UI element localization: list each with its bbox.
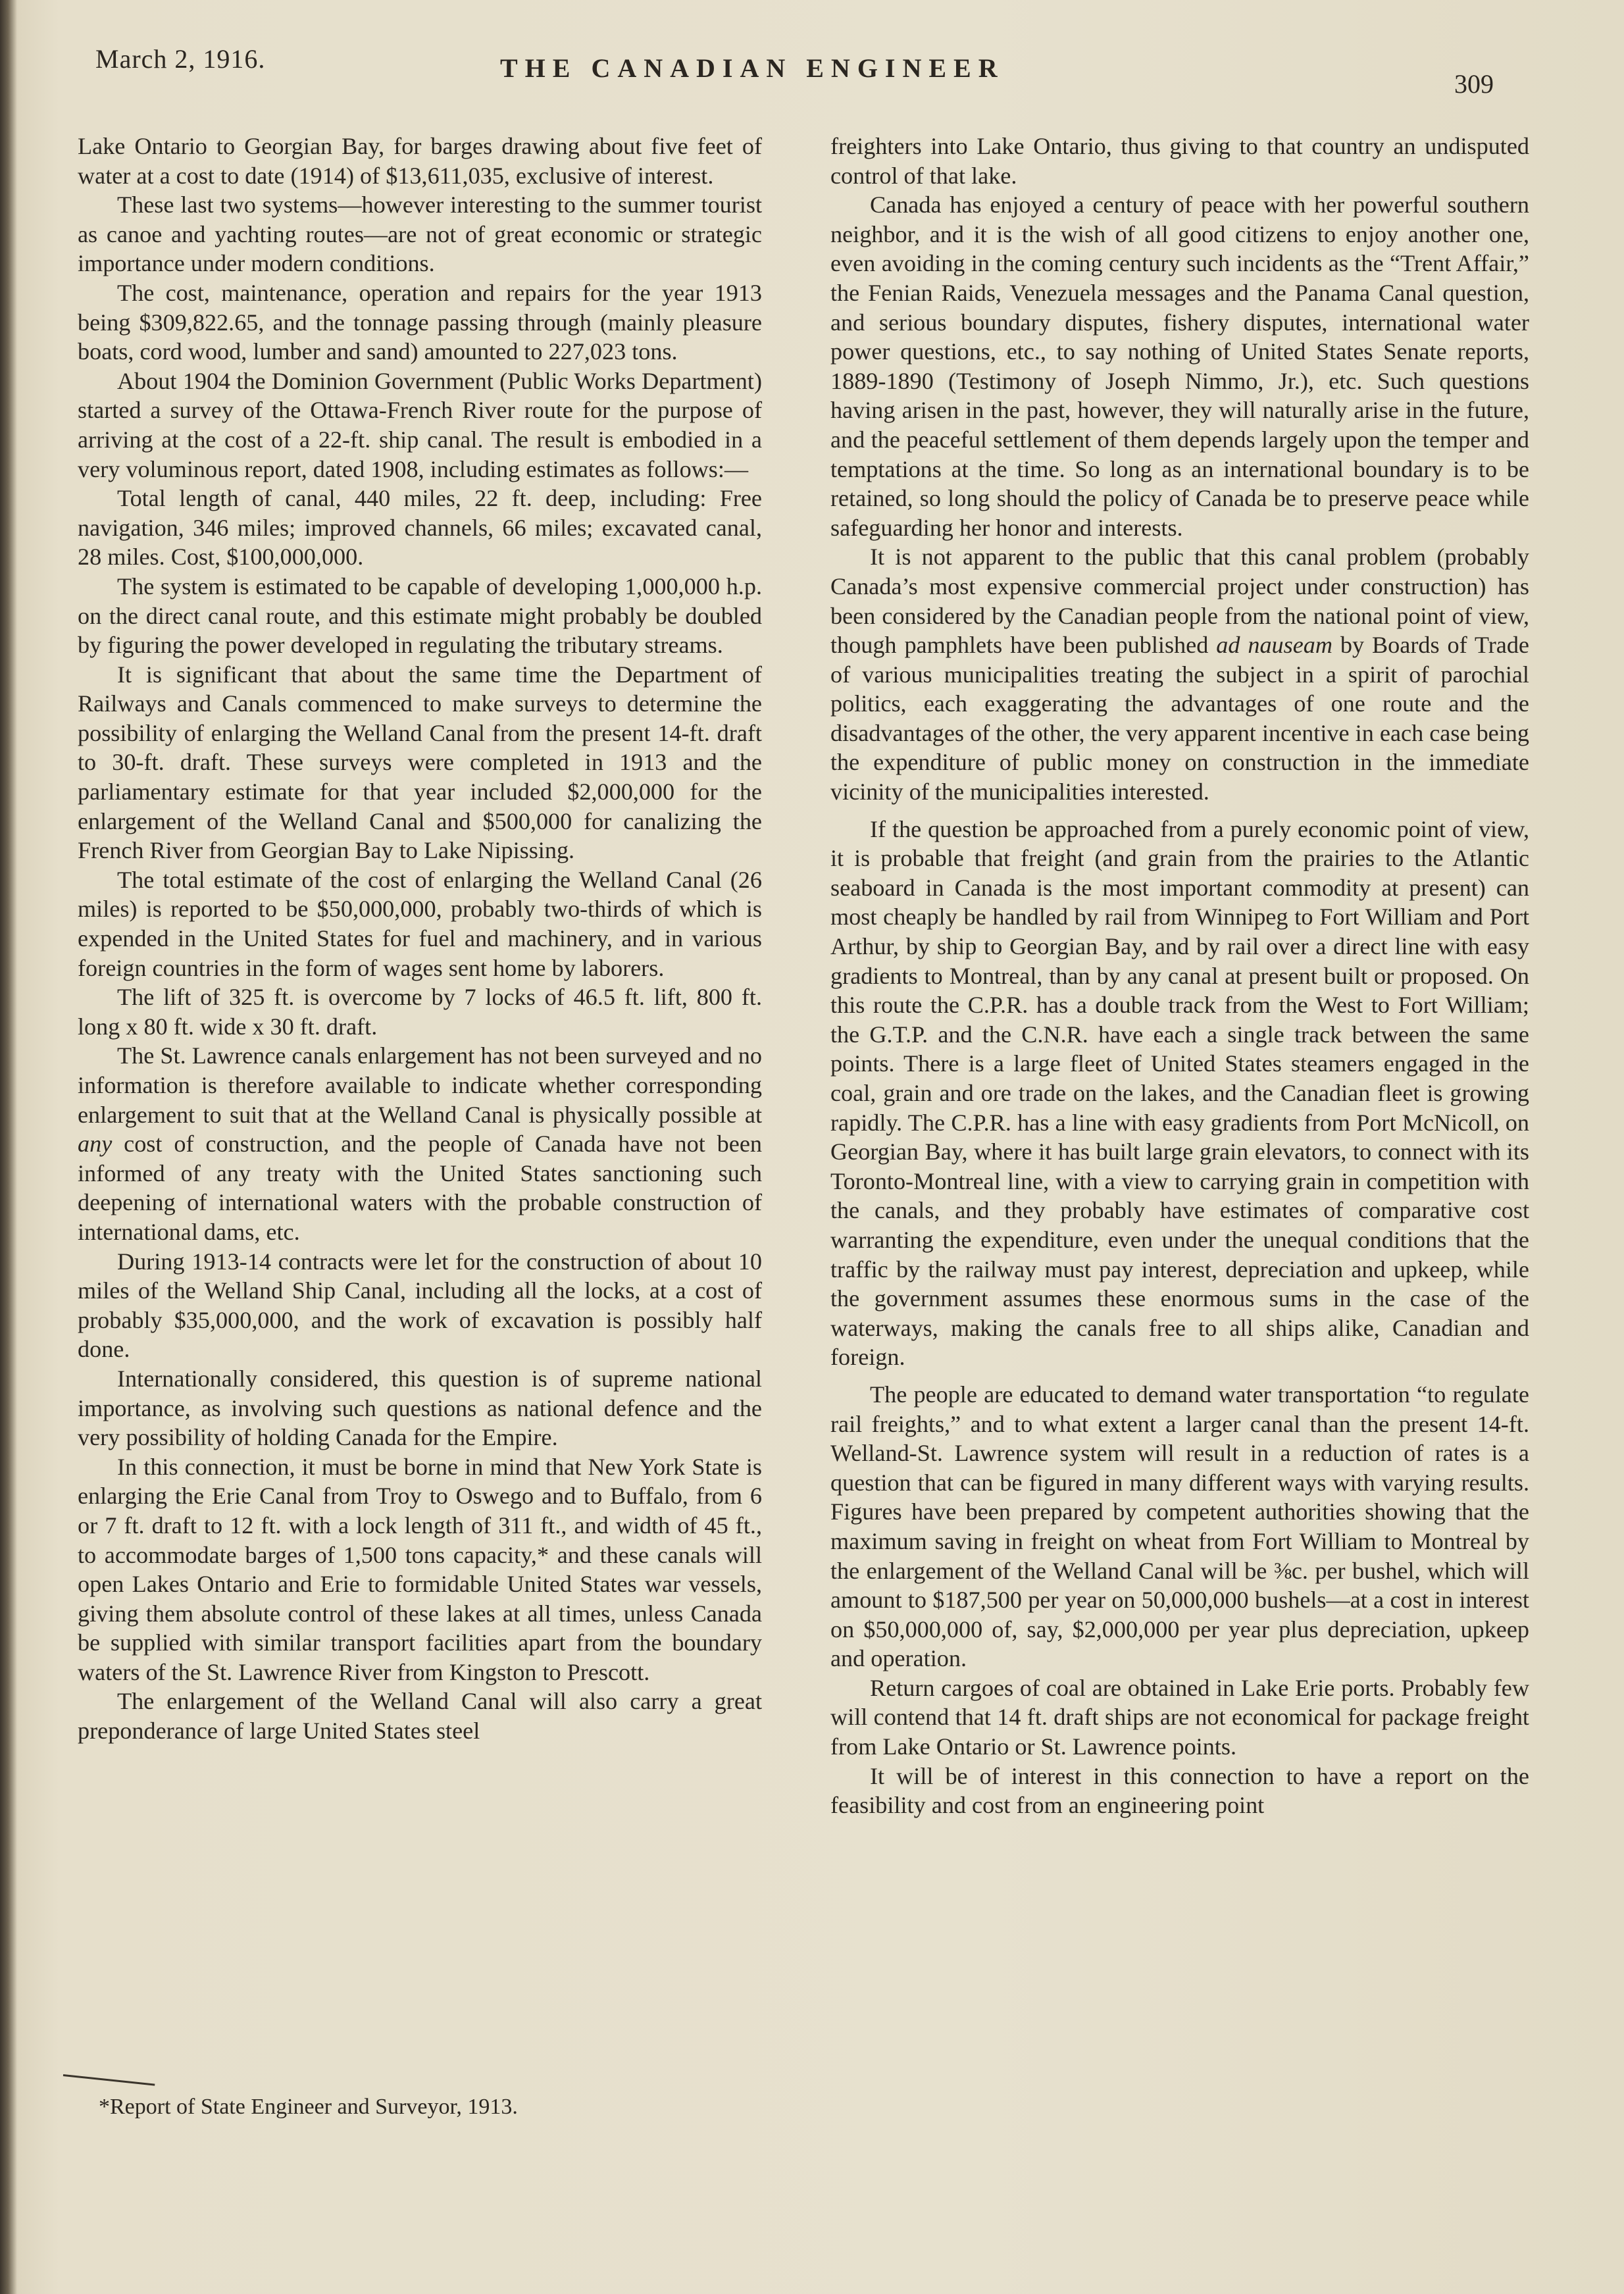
paragraph-continuation: freighters into Lake Ontario, thus giving to that country an undisputed control of that lake. — [830, 133, 1529, 189]
issue-date: March 2, 1916. — [95, 44, 266, 74]
footnote: *Report of State Engineer and Surveyor, 1913. — [99, 2095, 518, 2119]
left-column — [78, 132, 762, 1746]
paragraph: The total estimate of the cost of enlarging the Welland Canal (26 miles) is reported to be $50,000,000, probably two-thirds of which is expended in the United States for fuel and machinery, and in various foreign countries in the form of wages sent home by laborers. — [78, 866, 762, 981]
paragraph: The enlargement of the Welland Canal will also carry a great preponderance of large United States steel — [78, 1688, 762, 1745]
right-column — [830, 132, 1529, 1820]
footnote-rule — [63, 2074, 155, 2086]
page-binding-edge — [0, 0, 17, 2294]
paragraph: During 1913-14 contracts were let for the construction of about 10 miles of the Welland Ship Canal, including all the locks, at a cost of probably $35,000,000, and the work of excavation is possibly half done. — [78, 1248, 762, 1363]
paragraph: In this connection, it must be borne in mind that New York State is enlarging the Erie Canal from Troy to Oswego and to Buffalo, from 6 or 7 ft. draft to 12 ft. with a lock length of 311 ft., and width of 45 ft., to accommodate barges of 1,500 tons capacity,* and these canals will open Lakes Ontario and Erie to formidable United States war vessels, giving them absolute control of these lakes at all times, unless Canada be supplied with similar transport facilities apart from the boundary waters of the St. Lawrence River from Kingston to Prescott. — [78, 1453, 762, 1685]
paragraph: Lake Ontario to Georgian Bay, for barges drawing about five feet of water at a cost to date (1914) of $13,611,035, exclusive of interest. — [78, 133, 762, 189]
paragraph: Canada has enjoyed a century of peace with her powerful southern neighbor, and it is the wish of all good citizens to enjoy another one, even avoiding in the coming century such incidents as the “Trent Affair,” the Fenian Raids, Venezuela messages and the Panama Canal question, and serious boundary disputes, fishery disputes, international water power questions, etc., to say nothing of United States Senate reports, 1889-1890 (Testimony of Joseph Nimmo, Jr.), etc. Such questions having arisen in the past, however, they will naturally arise in the future, and the peaceful settlement of them depends largely upon the temper and temptations at the time. So long as an international boundary is to be retained, so long should the policy of Canada be to preserve peace while safeguarding her honor and interests. — [830, 191, 1529, 541]
journal-title: THE CANADIAN ENGINEER — [500, 53, 1005, 83]
running-header — [92, 38, 1540, 99]
paragraph: It will be of interest in this connection to have a report on the feasibility and cost from an engineering point — [830, 1762, 1529, 1819]
paragraph: The lift of 325 ft. is overcome by 7 locks of 46.5 ft. lift, 800 ft. long x 80 ft. wide x 30 ft. draft. — [78, 984, 762, 1040]
paragraph: It is significant that about the same time the Department of Railways and Canals commenced to make surveys to determine the possibility of enlarging the Welland Canal from the present 14-ft. draft to 30-ft. draft. These surveys were completed in 1913 and the parliamentary estimate for that year included $2,000,000 for the enlargement of the Welland Canal and $500,000 for canalizing the French River from Georgian Bay to Lake Nipissing. — [78, 661, 762, 864]
paragraph: It is not apparent to the public that this canal problem (probably Canada’s most expensive commercial project under construction) has been considered by the Canadian people from the national point of view, though pamphlets have been published ad nauseam by Boards of Trade of various municipalities treating the subject in a spirit of parochial politics, each exaggerating the advantages of one route and the disadvantages of the other, the very apparent incentive in each case being the expenditure of public money on construction in the immediate vicinity of the municipalities interested. — [830, 544, 1529, 805]
paragraph: The cost, maintenance, operation and repairs for the year 1913 being $309,822.65, and the tonnage passing through (mainly pleasure boats, cord wood, lumber and sand) amounted to 227,023 tons. — [78, 279, 762, 365]
paragraph: These last two systems—however interesting to the summer tourist as canoe and yachting routes—are not of great economic or strategic importance under modern conditions. — [78, 191, 762, 277]
paragraph: The St. Lawrence canals enlargement has not been surveyed and no information is therefore available to indicate whether corresponding enlargement to suit that at the Welland Canal is physically possible at any cost of construction, and the people of Canada have not been informed of any treaty with the United States sanctioning such deepening of international waters with the probable construction of international dams, etc. — [78, 1042, 762, 1245]
paragraph: Total length of canal, 440 miles, 22 ft. deep, including: Free navigation, 346 miles; improved channels, 66 miles; excavated canal, 28 miles. Cost, $100,000,000. — [78, 485, 762, 571]
paragraph: About 1904 the Dominion Government (Public Works Department) started a survey of the Ottawa-French River route for the purpose of arriving at the cost of a 22-ft. ship canal. The result is embodied in a very voluminous report, dated 1908, including estimates as follows:— — [78, 367, 762, 482]
paragraph: The system is estimated to be capable of developing 1,000,000 h.p. on the direct canal route, and this estimate might probably be doubled by figuring the power developed in regulating the tributary streams. — [78, 573, 762, 659]
paragraph: The people are educated to demand water transportation “to regulate rail freights,” and to what extent a larger canal than the present 14-ft. Welland-St. Lawrence system will result in a reduction of rates is a question that can be figured in many different ways with varying results. Figures have been prepared by competent authorities showing that the maximum saving in freight on wheat from Fort William to Montreal by the enlargement of the Welland Canal will be ⅜c. per bushel, which will amount to $187,500 per year on 50,000,000 bushels—at a cost in interest on $50,000,000 of, say, $2,000,000 per year plus depreciation, upkeep and operation. — [830, 1381, 1529, 1672]
paragraph: Return cargoes of coal are obtained in Lake Erie ports. Probably few will contend that 14 ft. draft ships are not economical for package freight from Lake Ontario or St. Lawrence points. — [830, 1674, 1529, 1760]
paragraph: Internationally considered, this question is of supreme national importance, as involving such questions as national defence and the very possibility of holding Canada for the Empire. — [78, 1365, 762, 1451]
page-number: 309 — [1454, 69, 1494, 99]
paragraph: If the question be approached from a purely economic point of view, it is probable that freight (and grain from the prairies to the Atlantic seaboard in Canada is the most important commodity at present) can most cheaply be handled by rail from Winnipeg to Fort William and Port Arthur, by ship to Georgian Bay, and by rail over a direct line with easy gradients to Montreal, than by any canal at present built or proposed. On this route the C.P.R. has a double track from the West to Fort William; the G.T.P. and the C.N.R. have each a single track between the same points. There is a large fleet of United States steamers engaged in the coal, grain and ore trade on the lakes, and the Canadian fleet is growing rapidly. The C.P.R. has a line with easy gradients from Port McNicoll, on Georgian Bay, where it has built large grain elevators, to connect with its Toronto-Montreal line, with a view to carrying grain in competition with the canals, and they probably have estimates of comparative cost warranting the expenditure, even under the unequal conditions that the traffic by the railway must pay interest, depreciation and upkeep, while the government assumes these enormous sums in the case of the waterways, making the canals free to all ships alike, Canadian and foreign. — [830, 815, 1529, 1371]
